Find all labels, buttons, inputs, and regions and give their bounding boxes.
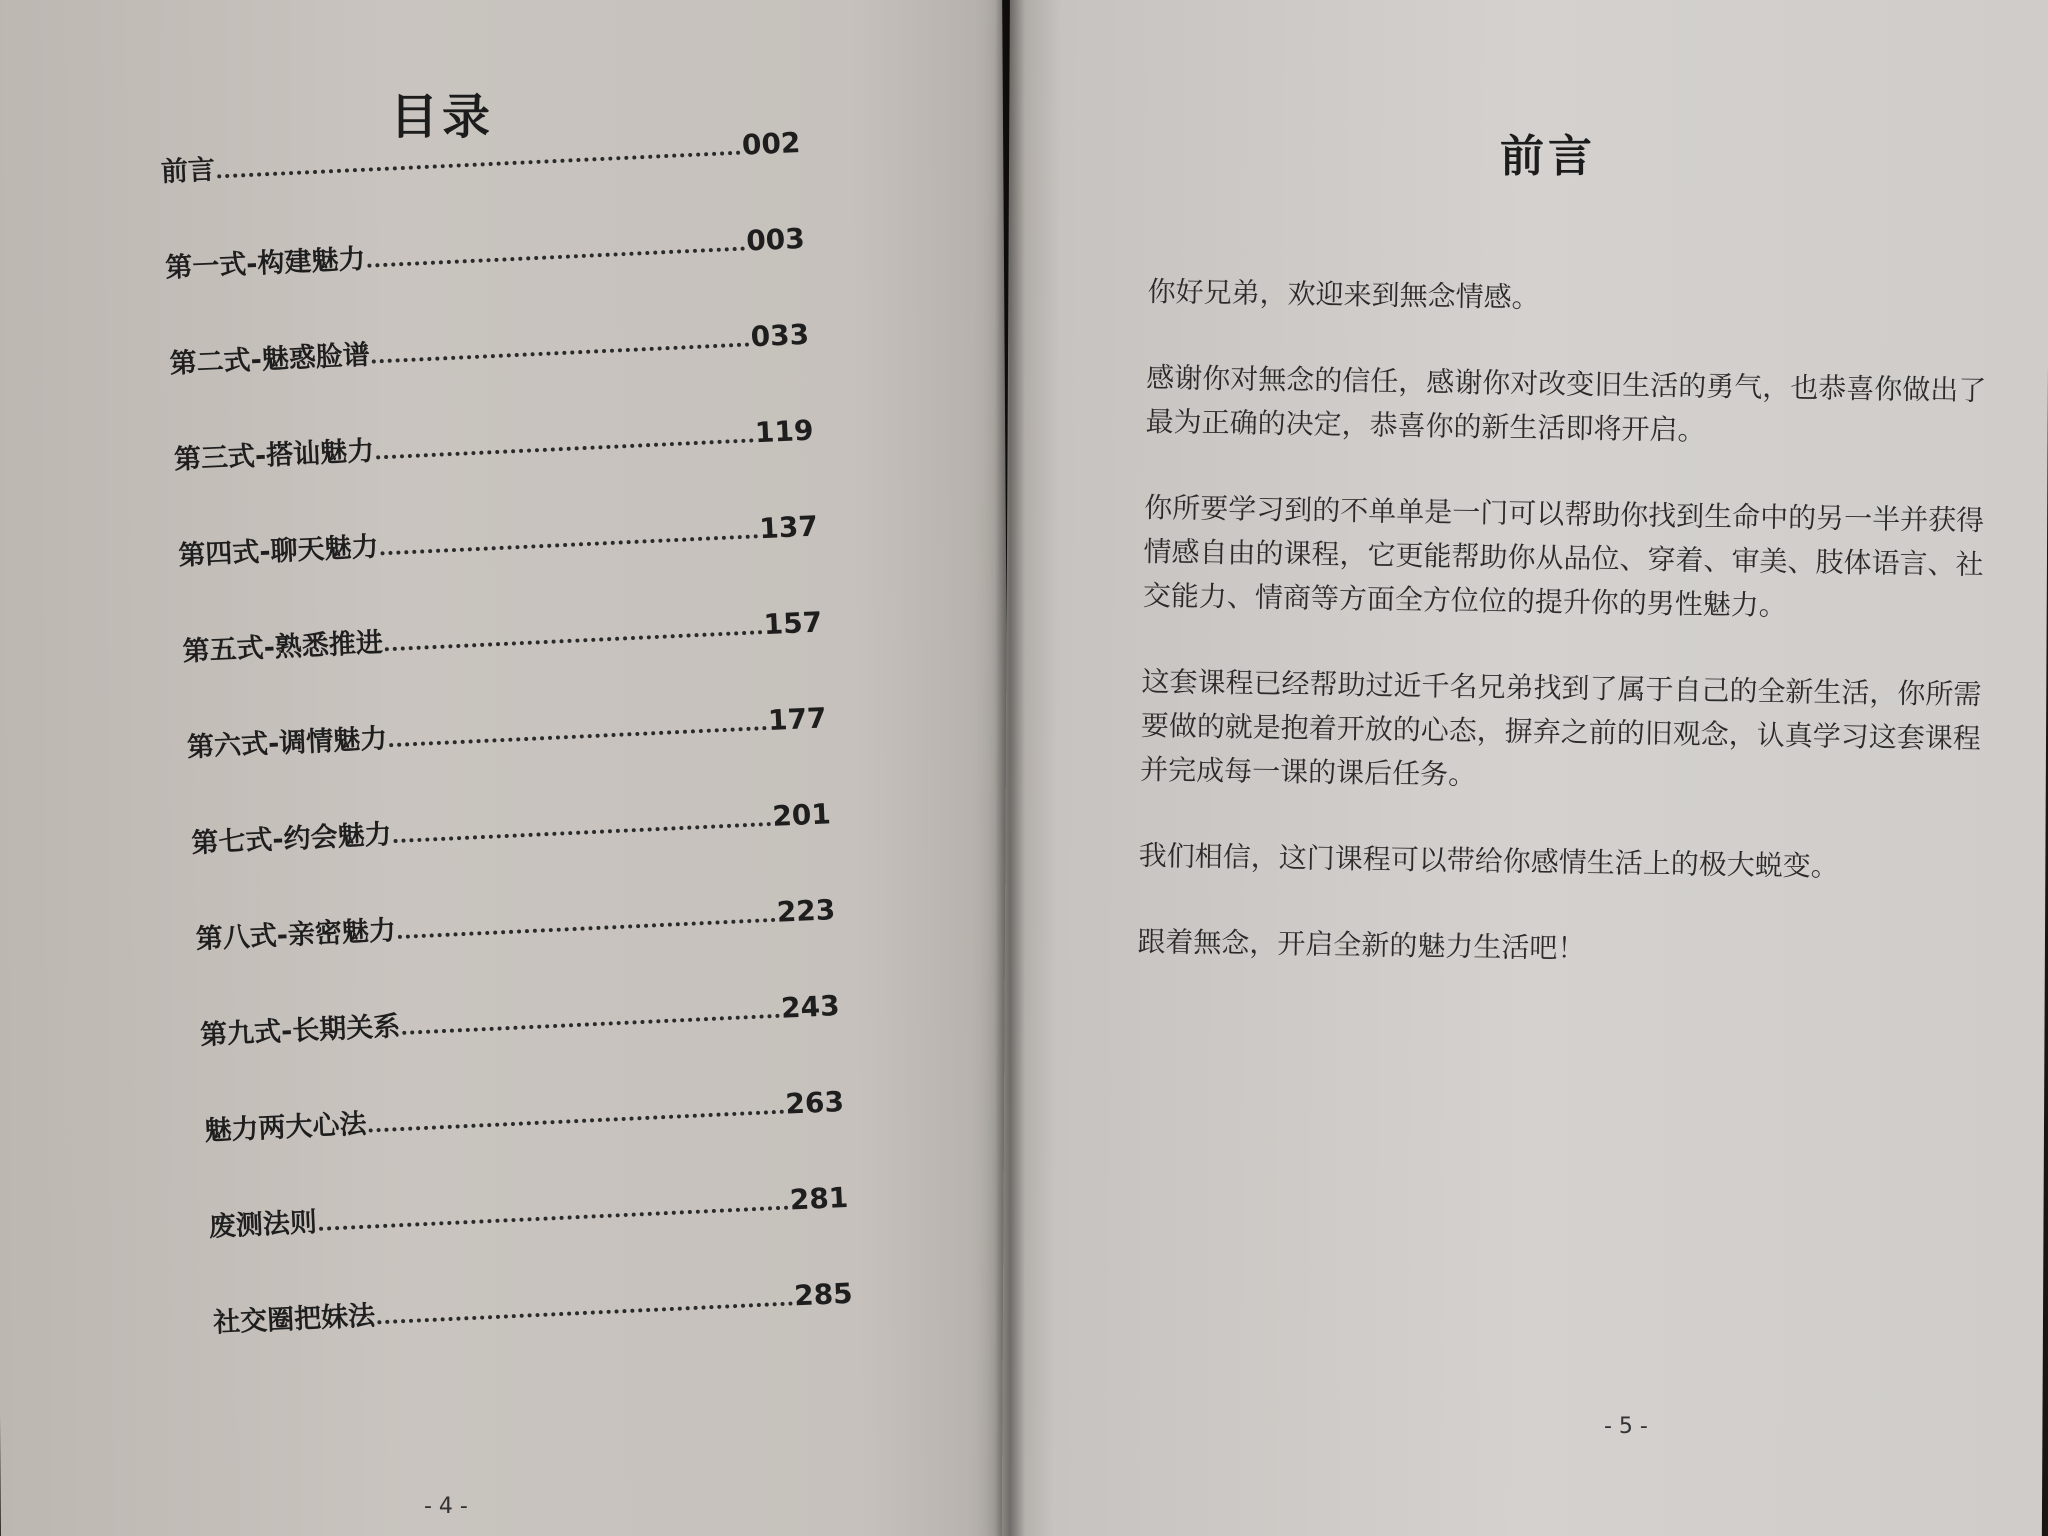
toc-leader-dots (368, 247, 745, 268)
toc-entry-label: 魅力两大心法 (203, 1108, 368, 1147)
preface-paragraph: 你好兄弟，欢迎来到無念情感。 (1147, 274, 1540, 315)
right-page-number: - 5 - (1604, 1414, 1648, 1439)
toc-leader-dots (372, 342, 749, 363)
table-of-contents (160, 121, 856, 1397)
toc-entry-page: 119 (754, 413, 815, 450)
toc-entry-label: 第六式-调情魅力 (186, 723, 388, 764)
toc-entry-page: 002 (741, 125, 802, 162)
toc-leader-dots (377, 1301, 792, 1324)
toc-entry-page: 223 (776, 893, 836, 929)
toc-leader-dots (376, 438, 753, 459)
toc-entry-label: 社交圈把妹法 (212, 1300, 376, 1339)
preface-paragraph: 这套课程已经帮助过近千名兄弟找到了属于自己的全新生活，你所需要做的就是抱着开放的心态，摒弃之前的旧观念，认真学习这套课程并完成每一课的课后任务。 (1139, 664, 1982, 792)
left-page-number: - 4 - (424, 1494, 468, 1519)
toc-entry-label: 第二式-魅惑脸谱 (169, 339, 371, 380)
toc-entry-page: 263 (784, 1084, 845, 1121)
preface-paragraph: 我们相信，这门课程可以带给你感情生活上的极大蜕变。 (1138, 838, 1839, 883)
toc-leader-dots (319, 1206, 788, 1231)
toc-entry-label: 废测法则 (208, 1207, 318, 1243)
toc-title: 目录 (390, 89, 495, 145)
toc-entry-label: 第一式-构建魅力 (164, 243, 367, 284)
preface-paragraph: 跟着無念，开启全新的魅力生活吧！ (1137, 924, 1586, 965)
toc-entry-label: 第五式-熟悉推进 (182, 627, 384, 668)
toc-entry-page: 003 (745, 221, 806, 258)
toc-leader-dots (398, 918, 775, 939)
preface-title: 前言 (1500, 131, 1596, 182)
toc-entry-page: 281 (789, 1180, 849, 1217)
preface-paragraph: 你所要学习到的不单单是一门可以帮助你找到生命中的另一半并获得情感自由的课程，它更能帮助你从品位、穿着、审美、肢体语言、社交能力、情商等方面全方位位的提升你的男性魅力。 (1142, 490, 1985, 623)
toc-leader-dots (394, 822, 771, 843)
toc-leader-dots (381, 534, 758, 555)
toc-entry-label: 第三式-搭讪魅力 (173, 435, 375, 476)
toc-entry-label: 第九式-长期关系 (199, 1011, 401, 1052)
toc-leader-dots (389, 726, 766, 747)
toc-entry-label: 第四式-聊天魅力 (177, 531, 380, 572)
toc-entry-page: 033 (749, 317, 810, 354)
preface-body (1136, 270, 1987, 1019)
preface-paragraph: 感谢你对無念的信任，感谢你对改变旧生活的勇气，也恭喜你做出了最为正确的决定，恭喜你的新生活即将开启。 (1145, 360, 1987, 447)
toc-entry-label: 第八式-亲密魅力 (195, 915, 397, 956)
toc-leader-dots (385, 630, 762, 651)
toc-leader-dots (369, 1110, 784, 1133)
toc-entry-label: 第七式-约会魅力 (190, 819, 393, 860)
toc-entry-page: 201 (771, 797, 832, 833)
toc-leader-dots (402, 1014, 779, 1035)
toc-entry-page: 157 (762, 605, 823, 642)
toc-entry-page: 137 (758, 509, 819, 546)
toc-entry-page: 177 (767, 701, 828, 737)
toc-entry-page: 243 (780, 989, 841, 1025)
toc-entry-page: 285 (793, 1276, 854, 1313)
toc-leader-dots (217, 151, 740, 179)
toc-entry-label: 前言 (160, 154, 216, 188)
